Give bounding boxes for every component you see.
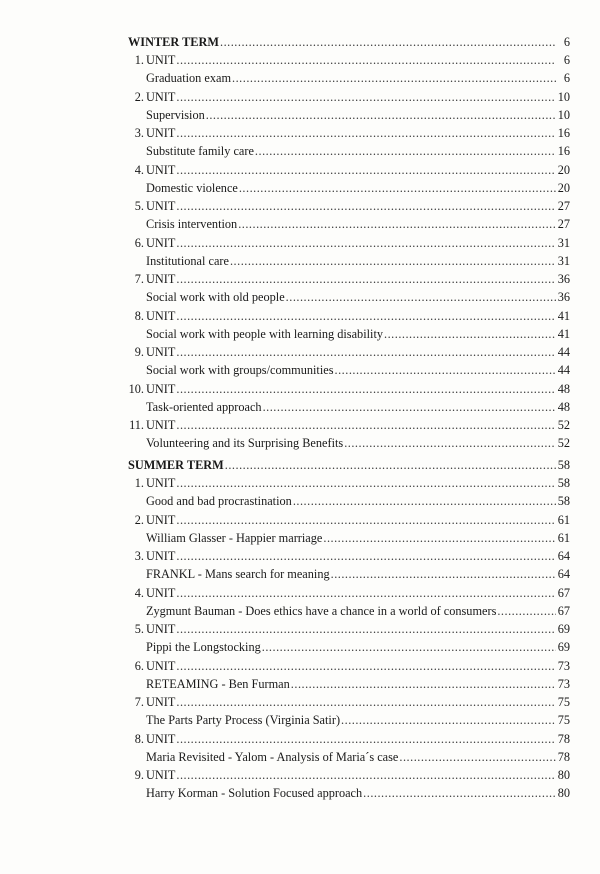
winter-term-section [128,33,570,452]
topic-page: 73 [557,676,570,691]
topic-page: 58 [557,494,570,508]
unit-label-wrap [128,307,175,325]
unit-label: UNIT [146,512,176,527]
unit-page: 61 [557,512,570,527]
unit-row[interactable] [128,511,570,529]
leader-dots [176,730,555,748]
leader-dots [384,325,556,343]
leader-dots [176,307,555,325]
unit-entry [128,380,570,416]
unit-number: 9. [134,768,144,782]
unit-row[interactable] [128,657,570,675]
unit-label-wrap [128,766,175,784]
unit-entry [128,197,570,233]
topic-page: 78 [557,749,570,764]
unit-label-wrap [128,730,175,748]
unit-number: 9. [134,345,144,359]
unit-entry [128,124,570,160]
unit-label: UNIT [146,731,176,746]
unit-page: 69 [557,622,570,636]
topic-title: Pippi the Longstocking [146,640,261,654]
leader-dots [344,434,556,452]
unit-label-wrap [128,161,175,179]
unit-label-wrap [128,511,175,529]
unit-label: UNIT [146,658,176,673]
unit-entry [128,511,570,547]
leader-dots [176,474,555,492]
term-page: 58 [557,458,570,472]
leader-dots [291,675,556,693]
unit-entry [128,730,570,766]
topic-page: 27 [557,217,570,231]
topic-row[interactable] [128,529,570,547]
unit-entry [128,766,570,802]
leader-dots [331,565,556,583]
topic-title: Social work with groups/communities [146,363,334,377]
unit-row[interactable] [128,474,570,492]
leader-dots [263,398,556,416]
topic-title: Social work with old people [146,290,285,304]
unit-label-wrap [128,234,175,252]
leader-dots [176,766,555,784]
leader-dots [176,197,555,215]
unit-label-wrap [128,657,175,675]
leader-dots [176,584,555,602]
unit-label: UNIT [146,272,176,286]
leader-dots [220,33,556,51]
topic-page: 44 [557,363,570,377]
topic-page: 61 [557,530,570,545]
unit-label: UNIT [146,235,176,250]
topic-title: Substitute family care [146,144,254,158]
unit-number: 2. [134,89,144,104]
unit-label: UNIT [146,695,176,709]
unit-label-wrap [128,343,175,361]
unit-label-wrap [128,547,175,565]
topic-title: FRANKL - Mans search for meaning [146,567,330,581]
leader-dots [286,288,556,306]
topic-page: 6 [563,71,570,85]
unit-number: 8. [134,731,144,746]
term-title: WINTER TERM [128,35,219,49]
unit-entry [128,88,570,124]
topic-title: William Glasser - Happier marriage [146,530,323,545]
unit-label: UNIT [146,199,176,213]
unit-label: UNIT [146,585,176,600]
unit-row[interactable] [128,620,570,638]
leader-dots [293,492,556,510]
unit-page: 80 [557,768,570,782]
unit-entry [128,307,570,343]
unit-entry [128,343,570,379]
term-page: 6 [563,35,570,49]
unit-row[interactable] [128,307,570,325]
unit-row[interactable] [128,234,570,252]
unit-entry [128,51,570,87]
topic-title: Graduation exam [146,71,232,85]
unit-number: 3. [134,126,144,140]
unit-number: 10. [128,381,144,396]
unit-page: 31 [557,235,570,250]
topic-row[interactable] [128,711,570,729]
unit-number: 3. [134,549,144,563]
topic-row[interactable] [128,602,570,620]
unit-number: 5. [134,622,144,636]
leader-dots [176,270,555,288]
unit-label: UNIT [146,768,176,782]
topic-page: 80 [557,786,570,800]
unit-row[interactable] [128,161,570,179]
leader-dots [323,529,555,547]
unit-entry [128,416,570,452]
winter-units-list [128,51,570,452]
topic-row[interactable] [128,179,570,197]
topic-title: Domestic violence [146,180,238,195]
unit-row[interactable] [128,547,570,565]
unit-number: 5. [134,199,144,213]
unit-entry [128,161,570,197]
unit-number: 11. [129,418,144,432]
unit-label-wrap [128,416,175,434]
unit-label-wrap [128,51,175,69]
topic-title: Social work with people with learning disability [146,326,384,341]
unit-number: 1. [134,476,144,490]
unit-row[interactable] [128,124,570,142]
unit-number: 7. [134,695,144,709]
unit-row[interactable] [128,51,570,69]
leader-dots [176,657,555,675]
topic-page: 64 [557,567,570,581]
leader-dots [239,179,556,197]
leader-dots [176,234,555,252]
leader-dots [176,547,555,565]
leader-dots [176,51,556,69]
unit-label: UNIT [146,308,176,323]
unit-page: 27 [557,199,570,213]
unit-label: UNIT [146,418,176,432]
summer-term-heading[interactable] [128,456,570,474]
unit-label: UNIT [146,53,176,67]
unit-page: 16 [557,126,570,140]
topic-page: 67 [557,603,570,618]
unit-number: 1. [134,53,144,67]
topic-title: Crisis intervention [146,217,238,231]
unit-number: 2. [134,512,144,527]
topic-page: 52 [557,436,570,450]
topic-row[interactable] [128,215,570,233]
unit-entry [128,584,570,620]
topic-page: 75 [557,713,570,727]
unit-label-wrap [128,620,175,638]
topic-row[interactable] [128,675,570,693]
topic-row[interactable] [128,398,570,416]
leader-dots [176,620,555,638]
unit-entry [128,547,570,583]
topic-row[interactable] [128,252,570,270]
unit-label: UNIT [146,549,176,563]
topic-row[interactable] [128,288,570,306]
topic-title: Zygmunt Bauman - Does ethics have a chance in a world of consumers [146,603,497,618]
unit-number: 6. [134,658,144,673]
unit-entry [128,693,570,729]
unit-row[interactable] [128,380,570,398]
topic-page: 48 [557,399,570,414]
topic-row[interactable] [128,638,570,656]
unit-label: UNIT [146,622,176,636]
unit-label: UNIT [146,162,176,177]
leader-dots [363,784,556,802]
unit-row[interactable] [128,416,570,434]
unit-entry [128,657,570,693]
unit-number: 4. [134,162,144,177]
unit-page: 6 [563,53,570,67]
term-title: SUMMER TERM [128,458,224,472]
unit-page: 36 [557,272,570,286]
unit-label-wrap [128,270,175,288]
leader-dots [176,161,555,179]
table-of-contents [128,33,570,803]
leader-dots [238,215,556,233]
topic-title: Task-oriented approach [146,399,262,414]
unit-page: 52 [557,418,570,432]
leader-dots [176,343,555,361]
unit-label-wrap [128,124,175,142]
topic-row[interactable] [128,142,570,160]
unit-label-wrap [128,197,175,215]
unit-page: 48 [557,381,570,396]
topic-title: Harry Korman - Solution Focused approach [146,786,363,800]
leader-dots [399,748,555,766]
summer-term-section [128,456,570,802]
leader-dots [255,142,556,160]
unit-page: 41 [557,308,570,323]
unit-label: UNIT [146,476,176,490]
unit-label: UNIT [146,126,176,140]
unit-label-wrap [128,584,175,602]
winter-term-heading[interactable] [128,33,570,51]
unit-entry [128,234,570,270]
topic-title: The Parts Party Process (Virginia Satir) [146,713,341,727]
unit-number: 4. [134,585,144,600]
leader-dots [206,106,556,124]
topic-row[interactable] [128,434,570,452]
topic-page: 10 [557,107,570,122]
leader-dots [497,602,555,620]
unit-row[interactable] [128,693,570,711]
unit-label: UNIT [146,89,176,104]
leader-dots [225,456,556,474]
unit-number: 6. [134,235,144,250]
topic-row[interactable] [128,361,570,379]
unit-page: 20 [557,162,570,177]
unit-row[interactable] [128,88,570,106]
topic-row[interactable] [128,492,570,510]
unit-page: 78 [557,731,570,746]
leader-dots [176,88,555,106]
leader-dots [341,711,556,729]
topic-page: 69 [557,640,570,654]
summer-units-list [128,474,570,802]
unit-page: 73 [557,658,570,673]
unit-label-wrap [128,380,175,398]
topic-page: 31 [557,253,570,268]
unit-number: 7. [134,272,144,286]
unit-row[interactable] [128,197,570,215]
unit-number: 8. [134,308,144,323]
leader-dots [176,511,555,529]
unit-label-wrap [128,88,175,106]
leader-dots [335,361,556,379]
unit-label: UNIT [146,345,176,359]
unit-entry [128,474,570,510]
topic-row[interactable] [128,69,570,87]
topic-page: 16 [557,144,570,158]
unit-row[interactable] [128,343,570,361]
unit-page: 58 [557,476,570,490]
leader-dots [230,252,556,270]
topic-page: 20 [557,180,570,195]
topic-title: Good and bad procrastination [146,494,292,508]
topic-title: Volunteering and its Surprising Benefits [146,436,344,450]
unit-row[interactable] [128,584,570,602]
leader-dots [232,69,556,87]
topic-row[interactable] [128,325,570,343]
topic-title: RETEAMING - Ben Furman [146,676,290,691]
unit-page: 64 [557,549,570,563]
unit-page: 44 [557,345,570,359]
unit-page: 75 [557,695,570,709]
leader-dots [176,693,555,711]
leader-dots [176,416,555,434]
unit-row[interactable] [128,766,570,784]
topic-title: Institutional care [146,253,229,268]
topic-row[interactable] [128,106,570,124]
leader-dots [176,124,555,142]
topic-row[interactable] [128,748,570,766]
unit-page: 10 [557,89,570,104]
unit-row[interactable] [128,270,570,288]
unit-entry [128,270,570,306]
leader-dots [262,638,556,656]
topic-page: 41 [557,326,570,341]
leader-dots [176,380,555,398]
unit-page: 67 [557,585,570,600]
unit-entry [128,620,570,656]
unit-row[interactable] [128,730,570,748]
topic-title: Maria Revisited - Yalom - Analysis of Maria´s case [146,749,399,764]
unit-label: UNIT [146,381,176,396]
topic-row[interactable] [128,784,570,802]
topic-title: Supervision [146,107,205,122]
topic-page: 36 [557,290,570,304]
unit-label-wrap [128,474,175,492]
unit-label-wrap [128,693,175,711]
topic-row[interactable] [128,565,570,583]
